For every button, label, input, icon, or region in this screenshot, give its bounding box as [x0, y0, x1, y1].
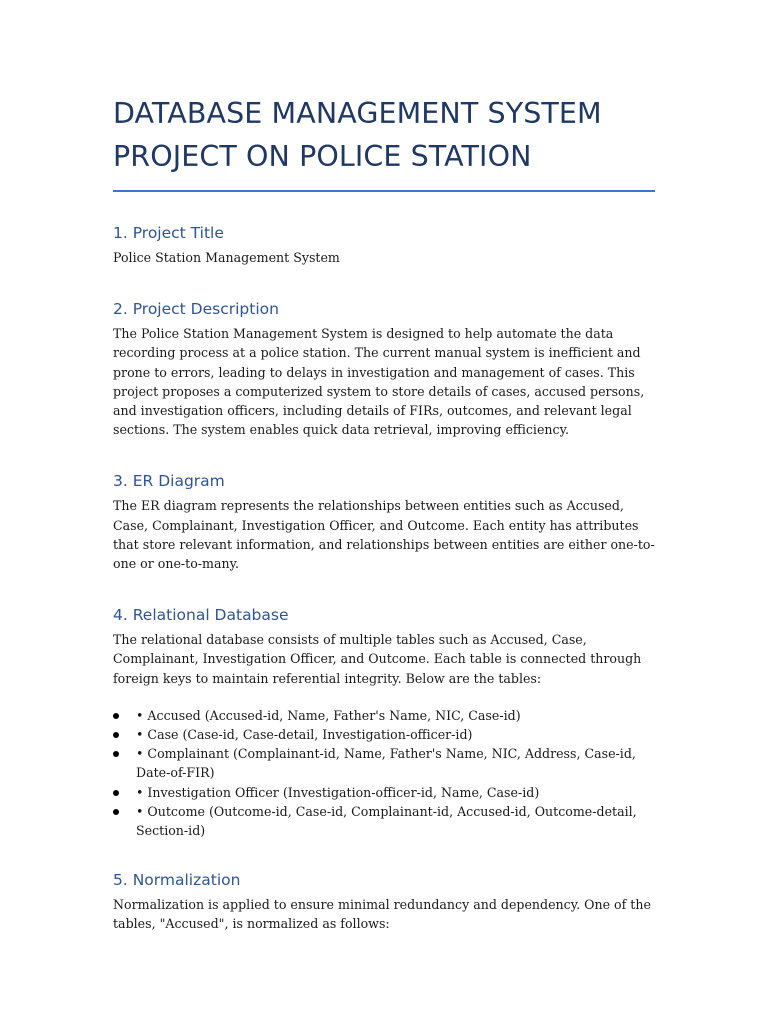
section-paragraph: The Police Station Management System is designed to help automate the data recording process at a police station. The current manual system is inefficient and prone to errors, leading to delays in investigation and management of cases. This project proposes a computerized system to store details of cases, accused persons, and investigation officers, including details of FIRs, outcomes, and relevant legal sections. The system enables quick data retrieval, improving efficiency.: [113, 326, 645, 438]
list-item-text: • Case (Case-id, Case-detail, Investigation-officer-id): [136, 727, 473, 743]
bullet-icon: [113, 751, 119, 757]
list-item: [113, 725, 655, 744]
list-item: [113, 706, 655, 725]
list-item-text: • Outcome (Outcome-id, Case-id, Complainant-id, Accused-id, Outcome-detail, Section-id): [136, 803, 637, 839]
section-heading: 5. Normalization: [113, 871, 241, 890]
list-item: [113, 783, 655, 802]
title-underline: [113, 190, 655, 192]
bullet-icon: [113, 732, 119, 738]
section-paragraph: Police Station Management System: [113, 250, 340, 265]
section-heading: 3. ER Diagram: [113, 472, 225, 491]
list-item-text: • Investigation Officer (Investigation-officer-id, Name, Case-id): [136, 784, 540, 800]
section-paragraph: Normalization is applied to ensure minimal redundancy and dependency. One of the tables, "Accused", is normalized as follows:: [113, 897, 651, 932]
list-item-text: • Accused (Accused-id, Name, Father's Name, NIC, Case-id): [136, 707, 521, 723]
section-heading: 4. Relational Database: [113, 606, 289, 625]
document-title: [113, 92, 655, 178]
title-line-1: DATABASE MANAGEMENT SYSTEM: [113, 97, 602, 130]
section-relational-database: [113, 604, 655, 840]
section-paragraph: The ER diagram represents the relationships between entities such as Accused, Case, Complainant, Investigation Officer, and Outcome. Each entity has attributes that store relevant information, and relationships between entities are either one-to-one or one-to-many.: [113, 498, 655, 572]
section-project-title: [113, 222, 655, 267]
section-heading: 2. Project Description: [113, 300, 279, 319]
title-line-2: PROJECT ON POLICE STATION: [113, 140, 532, 173]
list-item-text: • Complainant (Complainant-id, Name, Father's Name, NIC, Address, Case-id, Date-of-FIR): [136, 746, 636, 781]
section-normalization: [113, 869, 655, 933]
bullet-icon: [113, 809, 119, 815]
section-er-diagram: [113, 470, 655, 573]
bullet-icon: [113, 713, 119, 719]
bullet-icon: [113, 790, 119, 796]
list-item: [113, 802, 655, 840]
section-paragraph: The relational database consists of multiple tables such as Accused, Case, Complainant, Investigation Officer, and Outcome. Each table is connected through foreign keys to maintain referential integrity. Below are the tables:: [113, 632, 642, 686]
section-heading: 1. Project Title: [113, 224, 224, 242]
section-project-description: [113, 298, 655, 439]
list-item: [113, 744, 655, 782]
table-list: [113, 706, 655, 840]
